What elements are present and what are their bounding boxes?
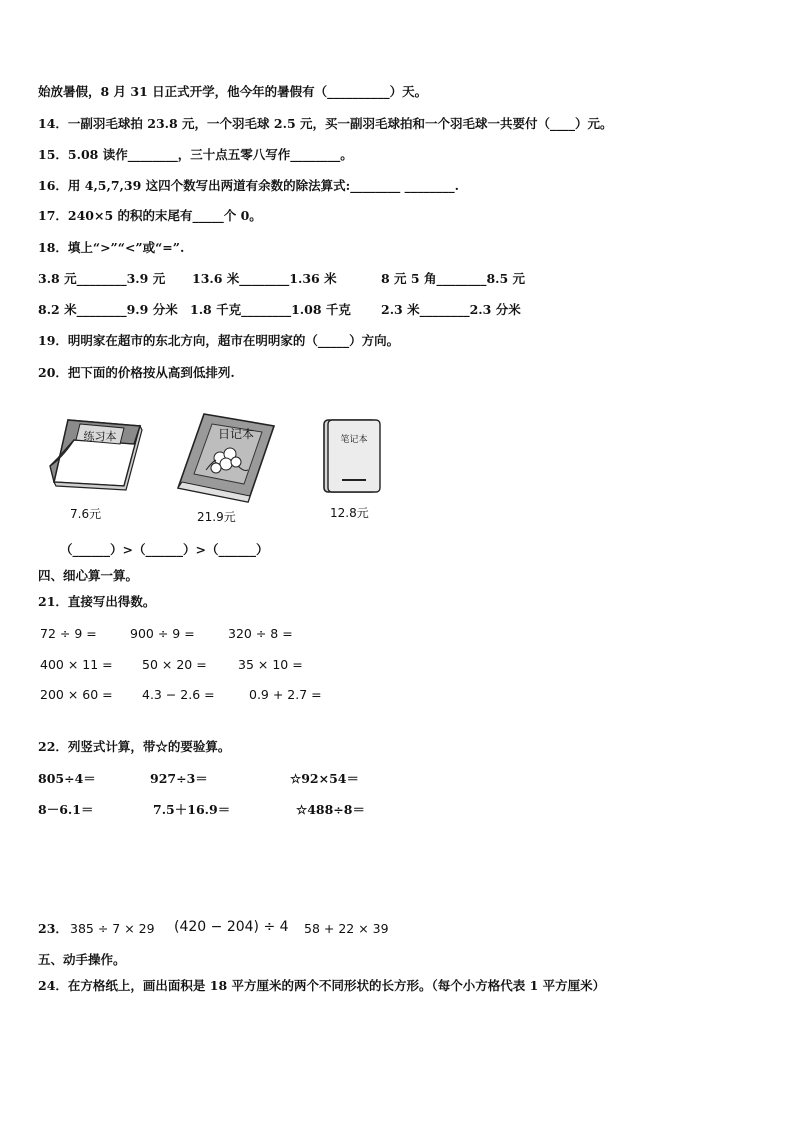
question-13-tail: 始放暑假，8 月 31 日正式开学，他今年的暑假有（__________）天。	[38, 84, 428, 99]
mental-math-item: 50 × 20 =	[142, 657, 207, 672]
expression-item: 58 + 22 × 39	[304, 921, 389, 936]
notebook-illustration	[320, 416, 384, 496]
mental-math-item: 0.9 + 2.7 =	[249, 687, 322, 702]
book-price: 21.9元	[197, 510, 236, 524]
vertical-calc-item: 927÷3＝	[150, 771, 208, 786]
question-19: 19．明明家在超市的东北方向，超市在明明家的（_____）方向。	[38, 333, 400, 348]
question-15: 15．5.08 读作________，三十点五零八写作________。	[38, 147, 353, 162]
book-title: 日记本	[217, 427, 255, 441]
question-21: 21．直接写出得数。	[38, 594, 156, 609]
mental-math-item: 400 × 11 =	[40, 657, 113, 672]
expression-item: 385 ÷ 7 × 29	[70, 921, 155, 936]
question-16: 16．用 4,5,7,39 这四个数写出两道有余数的除法算式:________ ________.	[38, 178, 459, 193]
book-title: 笔记本	[340, 435, 368, 445]
vertical-calc-item: ☆488÷8＝	[296, 802, 365, 817]
comparison-item: 13.6 米________1.36 米	[192, 271, 337, 286]
comparison-item: 8 元 5 角________8.5 元	[381, 271, 526, 286]
section-5-heading: 五、动手操作。	[38, 952, 126, 967]
mental-math-item: 4.3 − 2.6 =	[142, 687, 215, 702]
comparison-item: 2.3 米________2.3 分米	[381, 302, 521, 317]
price-order-blanks: （______）>（______）>（______）	[60, 542, 269, 557]
comparison-item: 1.8 千克________1.08 千克	[190, 302, 351, 317]
mental-math-item: 72 ÷ 9 =	[40, 626, 97, 641]
question-22: 22．列竖式计算，带☆的要验算。	[38, 739, 231, 754]
question-18: 18．填上“>”“<”或“=”.	[38, 240, 185, 255]
question-20: 20．把下面的价格按从高到低排列.	[38, 365, 235, 380]
book-price: 7.6元	[70, 507, 102, 521]
mental-math-item: 35 × 10 =	[238, 657, 303, 672]
vertical-calc-item: 805÷4＝	[38, 771, 96, 786]
section-4-heading: 四、细心算一算。	[38, 568, 139, 583]
question-23-label: 23．	[38, 921, 68, 936]
vertical-calc-item: 7.5＋16.9＝	[153, 802, 231, 817]
comparison-item: 3.8 元________3.9 元	[38, 271, 166, 286]
expression-item: (420 − 204) ÷ 4	[174, 919, 289, 935]
mental-math-item: 200 × 60 =	[40, 687, 113, 702]
exercise-book-illustration	[44, 414, 144, 500]
mental-math-item: 320 ÷ 8 =	[228, 626, 293, 641]
vertical-calc-item: 8－6.1＝	[38, 802, 94, 817]
question-14: 14．一副羽毛球拍 23.8 元，一个羽毛球 2.5 元，买一副羽毛球拍和一个羽毛球一共要付（____）元。	[38, 116, 613, 131]
mental-math-item: 900 ÷ 9 =	[130, 626, 195, 641]
diary-book-illustration	[176, 410, 280, 506]
book-title: 练习本	[83, 430, 117, 443]
vertical-calc-item: ☆92×54＝	[290, 771, 359, 786]
question-24: 24．在方格纸上，画出面积是 18 平方厘米的两个不同形状的长方形。（每个小方格代表 1 平方厘米）	[38, 978, 606, 993]
question-17: 17．240×5 的积的末尾有_____个 0。	[38, 208, 262, 223]
book-price: 12.8元	[330, 506, 369, 520]
comparison-item: 8.2 米________9.9 分米	[38, 302, 178, 317]
